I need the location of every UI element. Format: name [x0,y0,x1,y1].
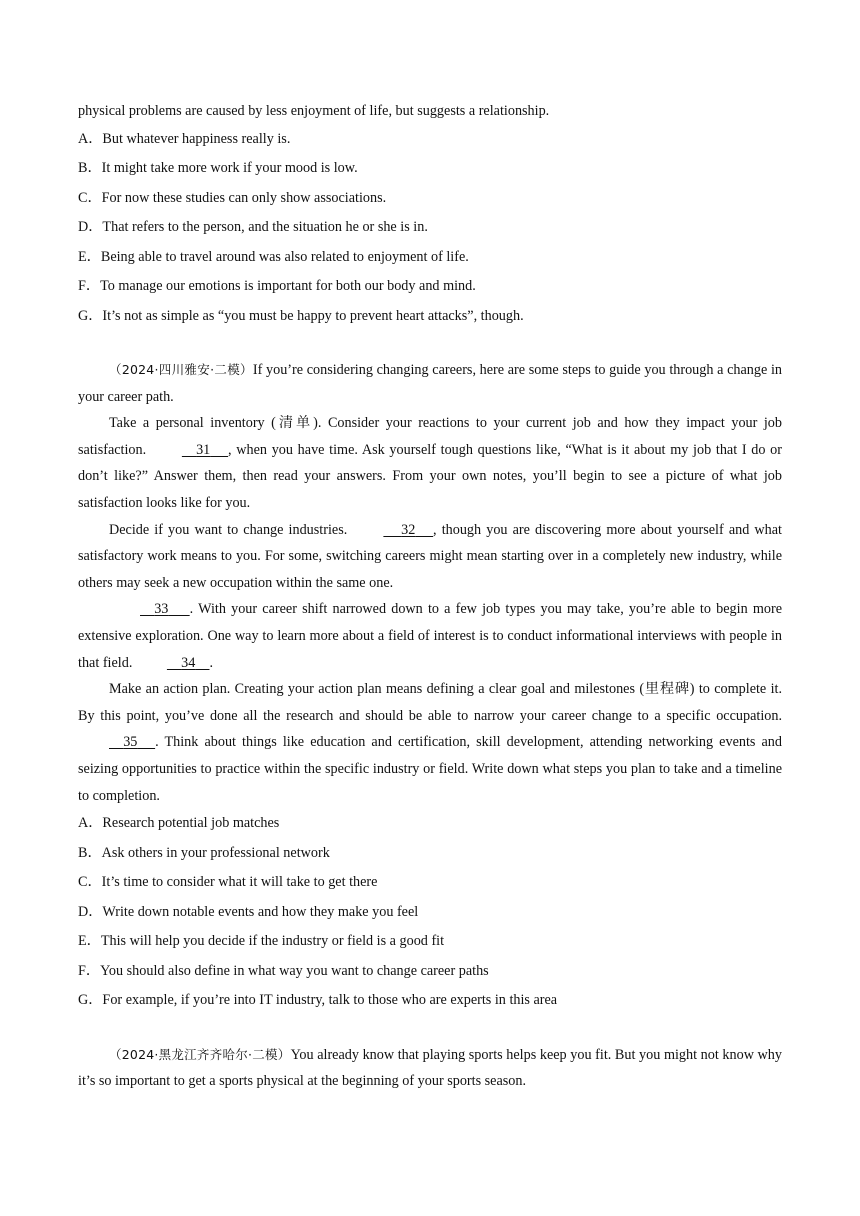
paragraph-text: , when you have time. Ask yourself tough questions like, “What is it about my job that I do or don’t like?” Answer them, then read your answers. From your own notes, you’ll begin to see a picture of what job satisfaction looks like for you. [78,441,783,512]
option-f: F．You should also define in what way you want to change career paths [78,962,489,979]
option-a: A．But whatever happiness really is. [78,130,291,147]
intro-text: You already know that playing sports helps keep you fit. But you might not know why it’s so important to get a sports physical at the beginning of your sports season. [78,1046,782,1090]
option-g: G．It’s not as simple as “you must be happy to prevent heart attacks”, though. [78,307,524,324]
source-label: （2024·黑龙江齐齐哈尔·二模） [109,1046,291,1062]
option-d: D．Write down notable events and how they make you feel [78,903,419,920]
paragraph-text: . With your career shift narrowed down to a few job types you may take, you’re able to begin more extensive exploration. One way to learn more about a field of interest is to conduct informational interviews with people in that field. [78,601,782,671]
paragraph-1 [78,410,782,516]
paragraph-3 [78,596,782,676]
answer-blank-34[interactable]: 34 [181,654,196,671]
passage-intro [78,357,782,410]
document-page [78,98,782,1095]
paragraph-text: . Think about things like education and certification, skill development, attending networking events and seizing opportunities to practice within the specific industry or field. Write down what steps you plan to take and a timeline to completion. [78,734,782,804]
option-e: E．This will help you decide if the industry or field is a good fit [78,933,445,950]
passage-2 [78,357,782,809]
option-a: A．Research potential job matches [78,815,280,832]
paragraph-2 [78,517,782,597]
answer-blank-35[interactable]: 35 [123,734,138,751]
answer-blank-32[interactable]: 32 [401,521,416,538]
option-c: C．For now these studies can only show associations. [78,189,387,206]
answer-blank-33[interactable]: 33 [154,601,169,618]
paragraph-text: . [209,654,214,671]
option-f: F．To manage our emotions is important for both our body and mind. [78,278,476,295]
paragraph-text: Decide if you want to change industries. [109,521,348,538]
option-g: G．For example, if you’re into IT industry, talk to those who are experts in this area [78,992,558,1009]
paragraph-text: Take a personal inventory (清单). Consider your reactions to your current job and how they impact your job satisfaction. [78,415,782,458]
option-d: D．That refers to the person, and the situation he or she is in. [78,219,428,236]
option-c: C．It’s time to consider what it will take to get there [78,874,378,891]
paragraph-text: , though you are discovering more about yourself and what satisfactory work means to you. For some, switching careers might mean starting over in a completely new industry, while others may seek a new occupation within the same one. [78,521,782,591]
passage-intro [78,1042,782,1095]
option-b: B．Ask others in your professional network [78,844,330,861]
option-b: B．It might take more work if your mood is low. [78,160,358,177]
options-list-1 [78,125,782,332]
option-e: E．Being able to travel around was also related to enjoyment of life. [78,248,469,265]
paragraph-text: Make an action plan. Creating your action plan means defining a clear goal and milestones (里程碑) to complete it. By this point, you’ve done all the research and should be able to narrow your career change to a specific occupation. [78,681,782,724]
intro-text: If you’re considering changing careers, here are some steps to guide you through a change in your career path. [78,362,782,405]
paragraph-4 [78,676,782,809]
source-label: （2024·四川雅安·二模） [109,362,253,378]
passage-tail: physical problems are caused by less enjoyment of life, but suggests a relationship. [78,103,550,119]
passage-3 [78,1042,782,1095]
options-list-2 [78,809,782,1016]
answer-blank-31[interactable]: 31 [196,441,211,458]
